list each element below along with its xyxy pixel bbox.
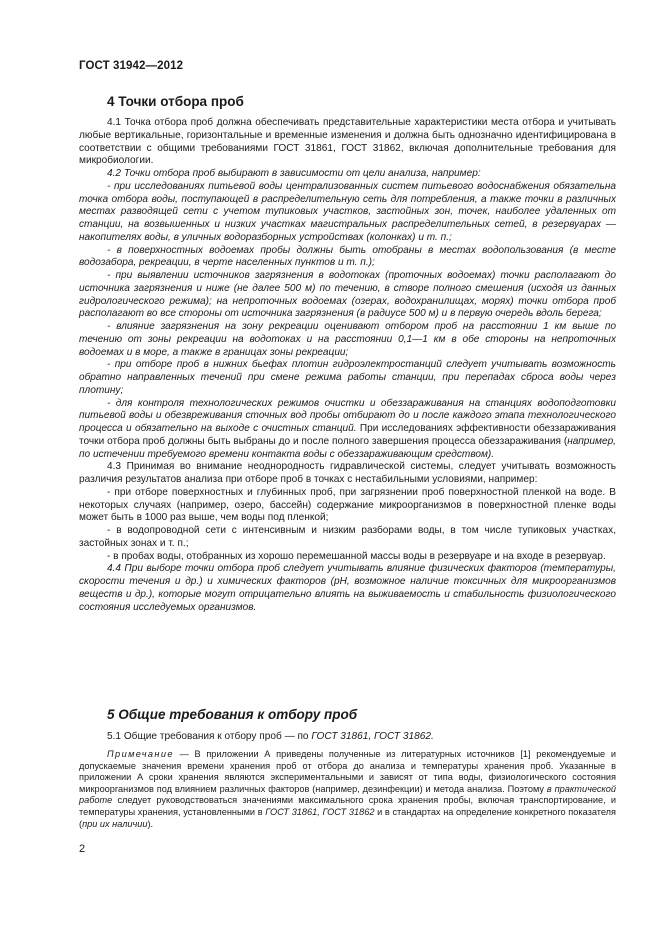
paragraph-4-4: 4.4 При выборе точки отбора проб следует учитывать влияние физических факторов (температуры, скорости течения и др.) и химических факторов (pH, возможное наличие токсичных для микроорганизмов веществ и др.), которые могут отрицательно влиять на выживаемость и стабильность физиологического состояния исследуемых организмов. [79, 563, 616, 613]
list-item-treatment-control [79, 398, 616, 462]
note-text-a: — В приложении А приведены полученные из литературных источников [1] рекомендуемые и допускаемые значения времени хранения проб от отбора до анализа и температуры хранения проб. Указанные в приложении А сроки хранения являются экспериментальными и зависят от типа воды, физиологического состояния микроорганизмов под влиянием различных факторов (например, дезинфекции) и метода анализа. Поэтому [79, 749, 616, 794]
paragraph-4-3-item-1: - при отборе поверхностных и глубинных проб, при загрязнении проб поверхностной пленкой на воде. В некоторых случаях (например, озеро, бассейн) содержание микроорганизмов в поверхностной пленке воды может быть в 1000 раз выше, чем воды под пленкой; [79, 486, 616, 524]
page-number: 2 [79, 843, 86, 855]
note-text-d: ГОСТ 31861, ГОСТ 31862 [265, 806, 375, 817]
note-label: Примечание [107, 749, 174, 759]
section-5-title: 5 Общие требования к отбору проб [107, 707, 358, 722]
paragraph-5-1-refs: ГОСТ 31861, ГОСТ 31862. [311, 731, 434, 742]
note-paragraph [79, 749, 616, 830]
paragraph-4-2-intro: 4.2 Точки отбора проб выбирают в зависимости от цели анализа, например: [107, 168, 481, 179]
list-item-pollution-sources: - при выявлении источников загрязнения в водотоках (проточных водоемах) точки располагают до источника загрязнения и ниже (не далее 500 м) по течению, в створе полного смешения (исходя из данных гидрологического режима); на непроточных водоемах (озерах, водохранилищах, морях) точки отбора проб располагают во все стороны от источника загрязнения (в радиусе 500 м) и в первую очередь вдоль берега; [79, 270, 616, 320]
treatment-control-regular: При исследованиях эффективности обеззараживания точки отбора проб должны быть выбраны до и после полного завершения процесса обеззараживания ( [79, 423, 616, 447]
section-4-title: 4 Точки отбора проб [107, 94, 244, 109]
section-4-body [79, 117, 616, 614]
paragraph-5-1 [79, 731, 616, 744]
list-item-drinking-water: - при исследованиях питьевой воды централизованных систем питьевого водоснабжения обязательна точка отбора воды, поступающей в распределительную сеть для потребления, а также точки в различных местах разводящей сети с учетом тупиковых участков, застойных зон, точек, наиболее удаленных от станции, на возвышенных и низких участках магистральных распределительных сетей, в резервуарах — накопителях воды, в уличных водоразборных устройствах (колонках) и т. п.; [79, 180, 616, 243]
note-text-e: и в стандартах на определение конкретного показателя ( [79, 806, 616, 829]
list-item-recreation-zone: - влияние загрязнения на зону рекреации оценивают отбором проб на расстоянии 1 км выше по течению от зоны рекреации на водотоках и на расстоянии 0,1—1 км в обе стороны на непроточных водоемах и в море, а также в границах зоны рекреации; [79, 321, 616, 358]
paragraph-5-1-prefix: 5.1 Общие требования к отбору проб — по [107, 731, 312, 742]
note-text-c: следует руководствоваться значениями максимального срока хранения пробы, включая транспортирование, и температуры хранения, установленными в [79, 795, 616, 817]
paragraph-4-3-intro: 4.3 Принимая во внимание неоднородность гидравлической системы, следует учитывать возможность различия результатов анализа при отборе проб в точках с нестабильными условиями, например: [79, 461, 616, 485]
note-text-g: ). [147, 818, 154, 829]
paragraph-4-3-item-2: - в водопроводной сети с интенсивным и низким разборами воды, в том числе тупиковых участках, застойных зонах и т. п.; [79, 525, 616, 549]
treatment-control-tail: например, по истечении требуемого времени контакта воды с обеззараживающим средством). [79, 435, 616, 460]
note-text-b: в практической работе [79, 783, 616, 806]
paragraph-4-1: 4.1 Точка отбора проб должна обеспечивать представительные характеристики места отбора и учитывать любые вертикальные, горизонтальные и временные изменения и должна быть однозначно идентифицирована в соответствии с общими требованиями ГОСТ 31861, ГОСТ 31862, включая дополнительные требования для микробиологии. [79, 117, 616, 167]
list-item-surface-water: - в поверхностных водоемах пробы должны быть отобраны в местах водопользования (в месте водозабора, рекреации, в черте населенных пунктов и т. п.); [79, 244, 616, 269]
standard-code-header: ГОСТ 31942—2012 [79, 60, 184, 72]
list-item-hydro-dams: - при отборе проб в нижних бьефах плотин гидроэлектростанций следует учитывать возможность обратно направленных течений при смене режима работы станции, при перепадах сброса воды через плотину; [79, 359, 616, 396]
treatment-control-italic: - для контроля технологических режимов очистки и обеззараживания на станциях водоподготовки питьевой воды и обезвреживания сточных вод пробы отбирают до и после каждого этапа технологического процесса и обязательно на выходе с очистных станций. [79, 397, 616, 434]
note-text-f: при их наличии [82, 818, 148, 829]
paragraph-4-3-item-3: - в пробах воды, отобранных из хорошо перемешанной массы воды в резервуаре и на входе в резервуар. [107, 550, 606, 562]
note-block [79, 749, 616, 830]
section-5-body [79, 731, 616, 744]
